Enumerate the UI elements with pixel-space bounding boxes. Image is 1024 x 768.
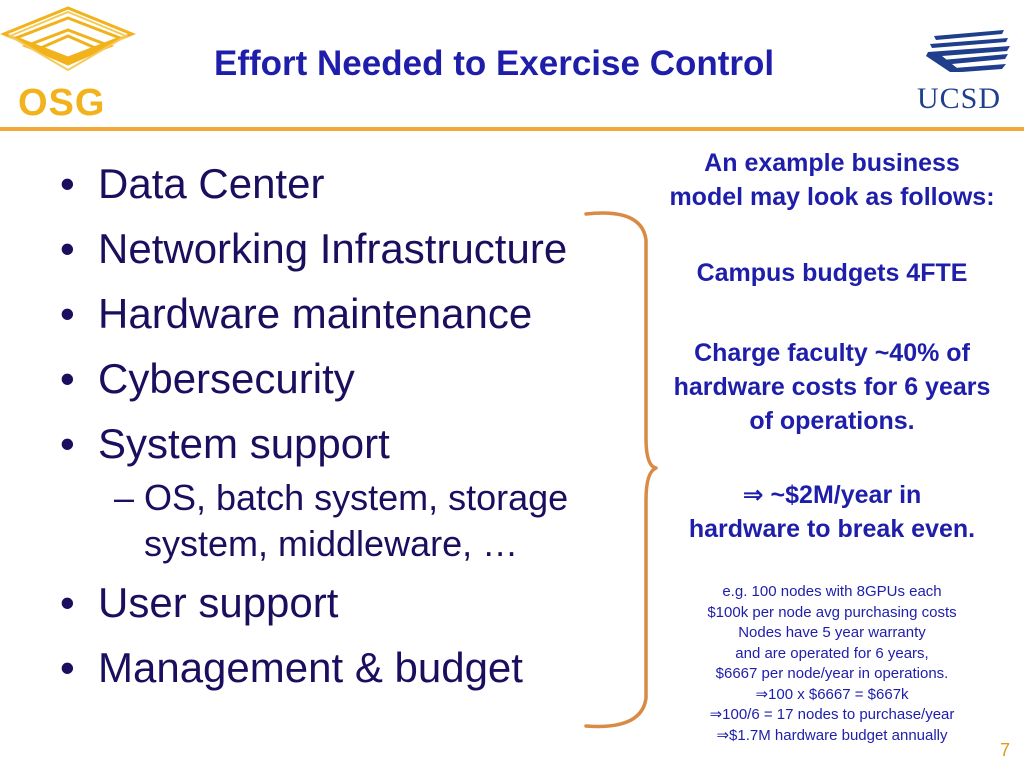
bullet-dot: • [60, 225, 75, 272]
osg-logo-text: OSG [18, 82, 106, 124]
example-line: Nodes have 5 year warranty [738, 624, 926, 641]
intro-text [640, 146, 1024, 214]
example-line: and are operated for 6 years, [735, 644, 929, 662]
charge-line: of operations. [749, 407, 915, 435]
ucsd-logo-text: UCSD [917, 82, 1002, 115]
bullet-text: Networking Infrastructure [98, 225, 568, 272]
example-text [640, 582, 1024, 746]
bullet-dot: • [60, 644, 75, 691]
sub-bullet-item [114, 475, 630, 567]
bullet-text: User support [98, 579, 339, 626]
bullet-dot: • [60, 579, 75, 626]
header-divider [0, 127, 1024, 131]
campus-text: Campus budgets 4FTE [696, 259, 968, 287]
bullet-dot: • [60, 420, 75, 467]
page-number: 7 [1000, 740, 1011, 760]
bullet-item [60, 160, 630, 208]
charge-line: hardware costs for 6 years [673, 373, 991, 401]
sub-bullet-line: system, middleware, … [144, 523, 519, 564]
sub-bullet-line: OS, batch system, storage [144, 477, 569, 518]
bullet-dot: • [60, 290, 75, 337]
bullet-item [60, 225, 630, 273]
intro-line: An example business [704, 149, 960, 177]
result-line: ⇒ ~$2M/year in [742, 481, 922, 509]
bullet-text: Management & budget [98, 644, 523, 691]
bullet-dot: • [60, 355, 75, 402]
bullet-text: Data Center [98, 160, 325, 207]
bullet-item [60, 355, 630, 403]
bullet-dot: • [60, 160, 75, 207]
bullet-text: System support [98, 420, 390, 467]
example-line: ⇒$1.7M hardware budget annually [716, 726, 948, 744]
example-line: ⇒100/6 = 17 nodes to purchase/year [709, 706, 955, 723]
bullet-list [60, 160, 630, 709]
result-text [640, 478, 1024, 546]
charge-line: Charge faculty ~40% of [694, 339, 970, 367]
example-line: $100k per node avg purchasing costs [707, 603, 957, 621]
charge-text [640, 336, 1024, 438]
bullet-item [60, 420, 630, 468]
bullet-item [60, 644, 630, 692]
example-line: ⇒100 x $6667 = $667k [755, 685, 909, 703]
bullet-item [60, 290, 630, 338]
slide-title: Effort Needed to Exercise Control [214, 44, 775, 83]
bullet-text: Cybersecurity [98, 355, 355, 402]
sub-bullet-dash: – [114, 477, 135, 518]
intro-line: model may look as follows: [669, 183, 995, 211]
bullet-text: Hardware maintenance [98, 290, 533, 337]
bullet-item [60, 579, 630, 627]
result-line: hardware to break even. [688, 515, 976, 543]
example-line: $6667 per node/year in operations. [715, 665, 949, 682]
example-line: e.g. 100 nodes with 8GPUs each [722, 583, 942, 600]
